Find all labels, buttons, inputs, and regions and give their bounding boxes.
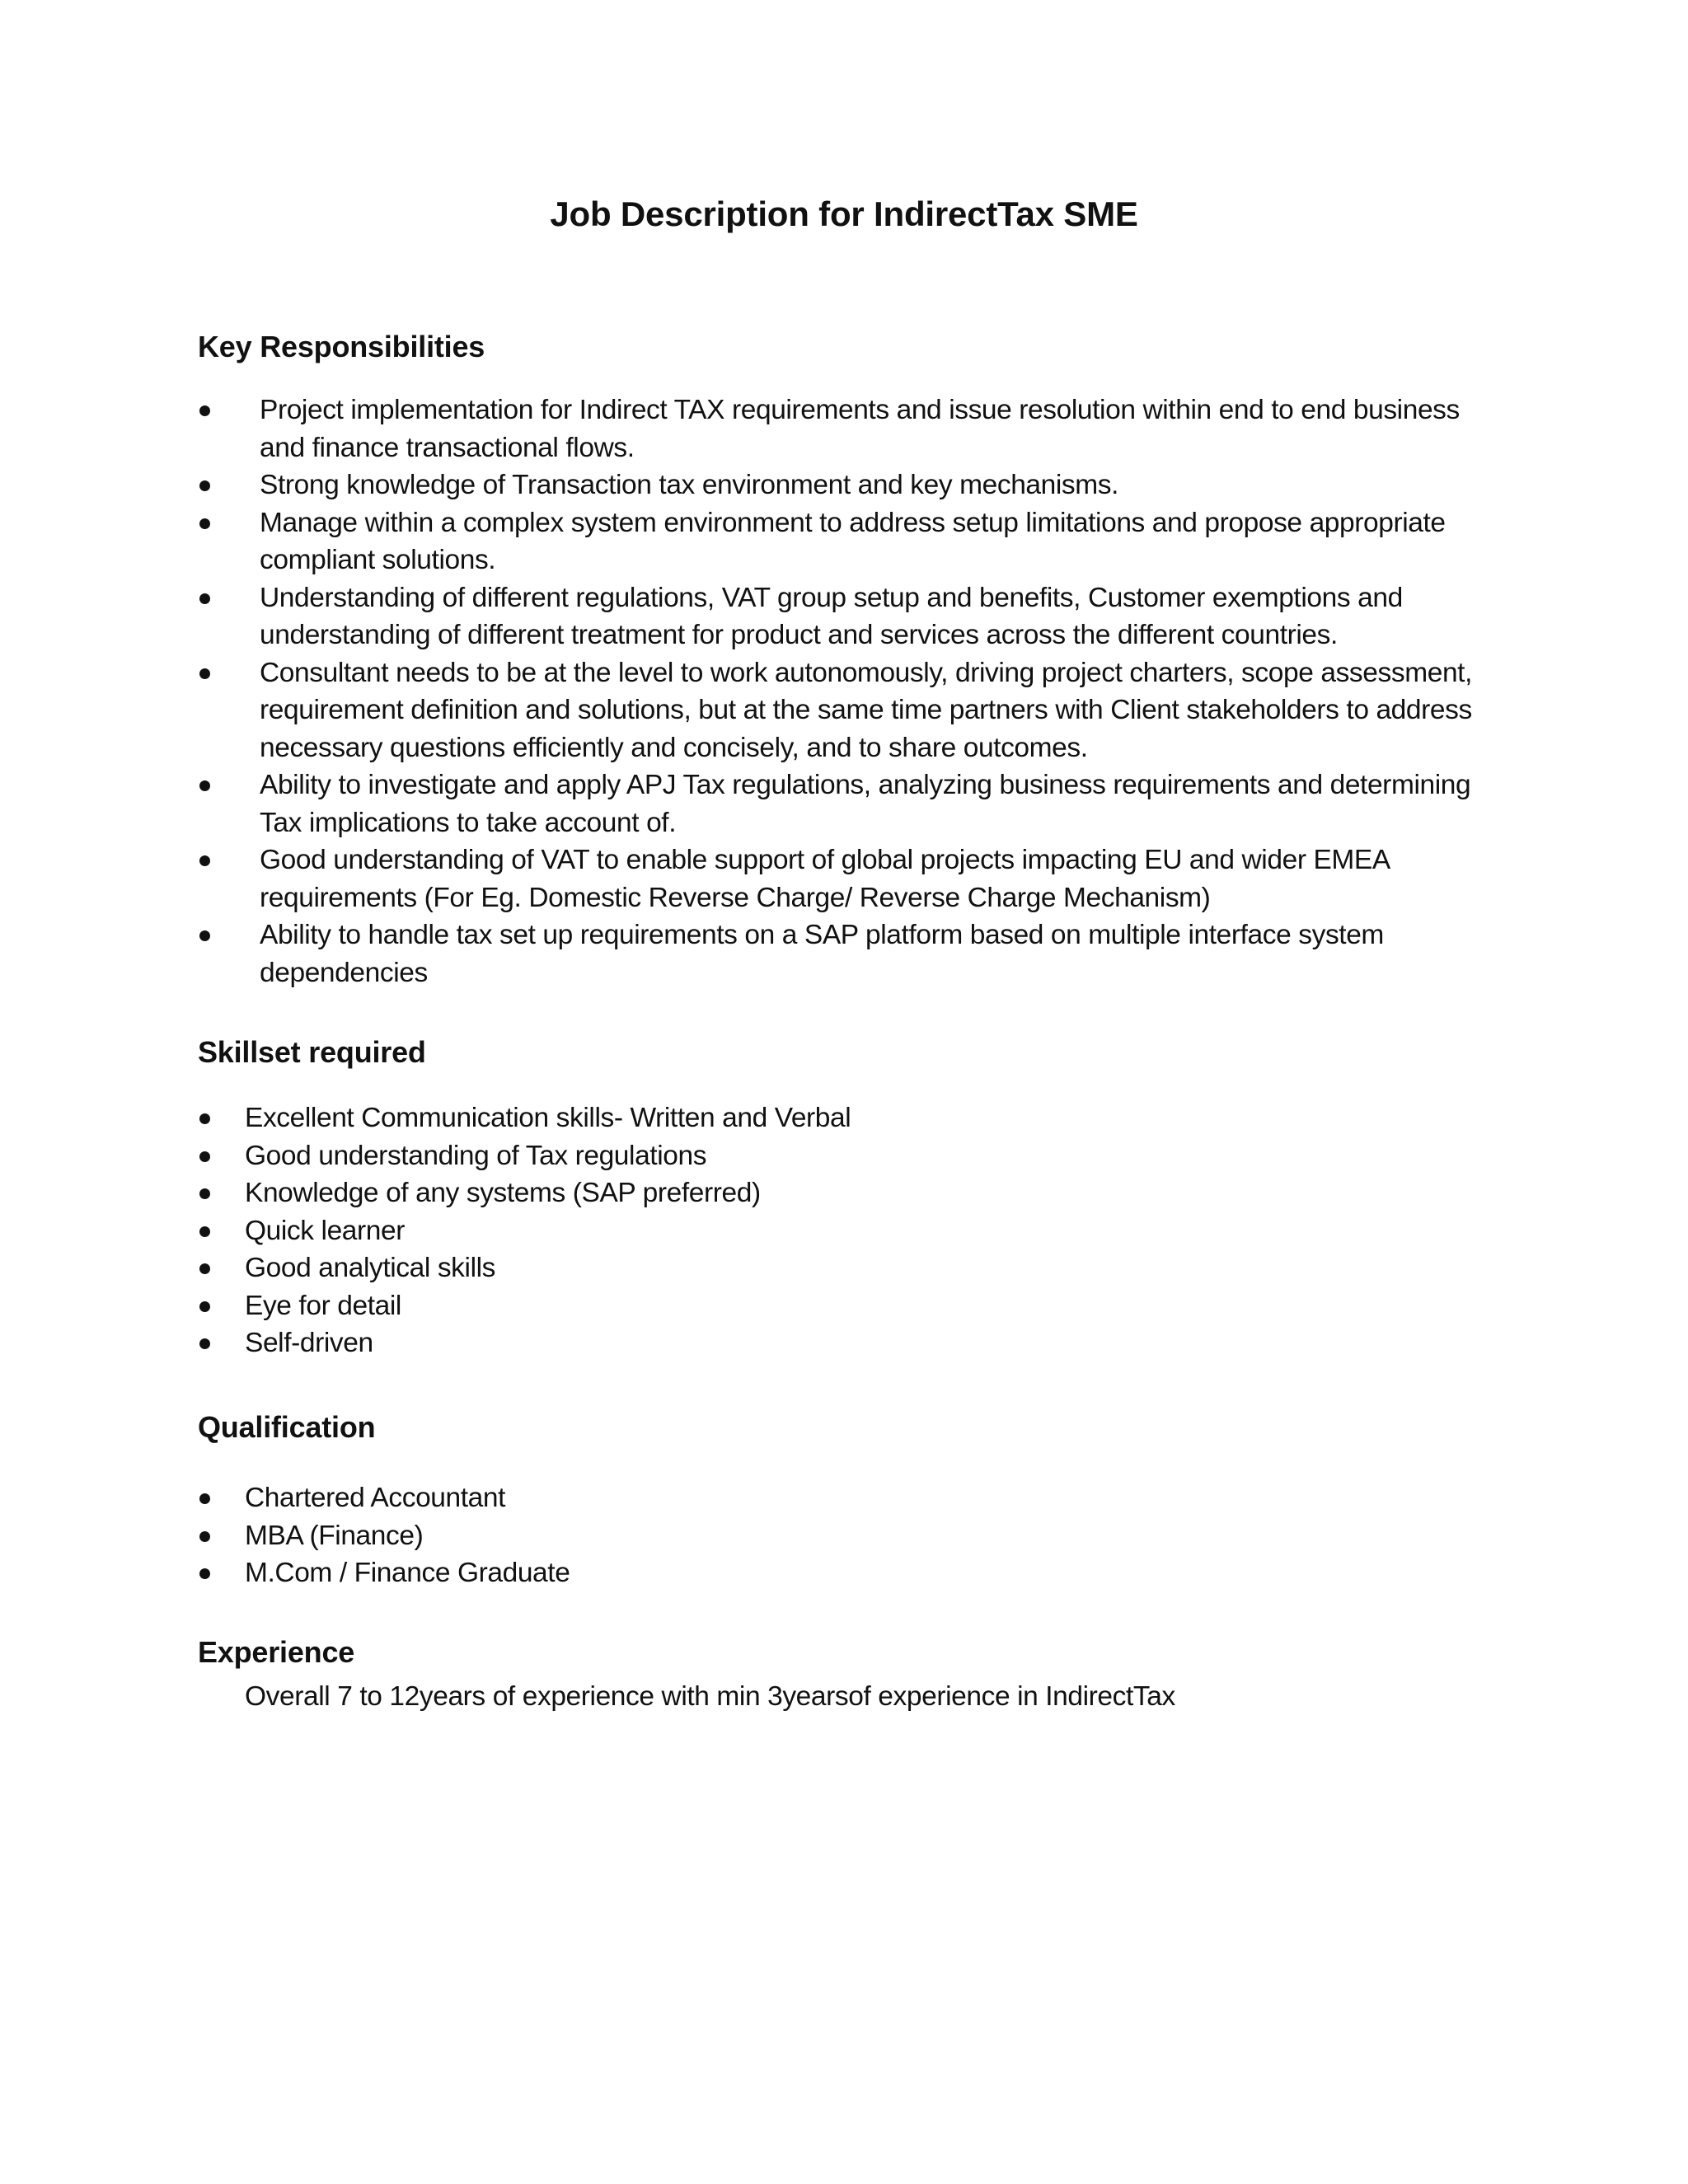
list-item [260,841,1479,916]
key-responsibilities-heading: Key Responsibilities [198,330,485,363]
list-item [260,654,1479,767]
skillset-heading: Skillset required [198,1035,426,1069]
list-item-text: Strong knowledge of Transaction tax environment and key mechanisms. [260,470,1119,500]
document-title: Job Description for IndirectTax SME [550,194,1138,233]
bullet-icon [199,1493,210,1504]
list-item-text: Consultant needs to be at the level to work autonomously, driving project charters, scope assessment, requirement definition and solutions, but at the same time partners with Client stakeholders to address necessary questions efficiently and concisely, and to share outcomes. [260,657,1472,763]
bullet-icon [199,1151,210,1162]
list-item-text: Project implementation for Indirect TAX requirements and issue resolution within end to end business and finance transactional flows. [260,395,1460,463]
list-item-text: M.Com / Finance Graduate [245,1558,570,1588]
list-item-text: Chartered Accountant [245,1483,506,1513]
qualification-list [245,1479,1316,1592]
experience-heading: Experience [198,1635,355,1669]
list-item-text: Manage within a complex system environment to address setup limitations and propose appropriate compliant solutions. [260,507,1446,575]
bullet-icon [199,1226,210,1237]
bullet-icon [199,1188,210,1199]
bullet-icon [199,1113,210,1124]
experience-text: Overall 7 to 12years of experience with min 3yearsof experience in IndirectTax [245,1681,1175,1712]
bullet-icon [199,855,210,866]
list-item-text: Good understanding of Tax regulations [245,1140,707,1171]
list-item-text: Eye for detail [245,1290,401,1321]
key-responsibilities-list [260,391,1479,991]
list-item [260,579,1479,654]
list-item-text: Ability to handle tax set up requirements on a SAP platform based on multiple interface system dependencies [260,920,1384,988]
list-item [245,1174,1316,1212]
qualification-heading: Qualification [198,1410,376,1444]
list-item [245,1479,1316,1517]
list-item-text: Ability to investigate and apply APJ Tax regulations, analyzing business requirements and determining Tax implications to take account of. [260,770,1471,838]
bullet-icon [199,930,210,941]
list-item-text: MBA (Finance) [245,1520,424,1551]
list-item-text: Good analytical skills [245,1253,496,1283]
bullet-icon [199,1568,210,1579]
list-item [260,391,1479,466]
list-item [245,1212,1316,1250]
list-item [260,504,1479,579]
list-item [245,1249,1316,1287]
bullet-icon [199,1263,210,1274]
list-item [260,916,1479,991]
list-item-text: Good understanding of VAT to enable support of global projects impacting EU and wider EMEA requirements (For Eg. Domestic Reverse Charge/ Reverse Charge Mechanism) [260,845,1389,913]
skillset-list [245,1099,1316,1362]
bullet-icon [199,668,210,679]
list-item [260,466,1479,504]
list-item-text: Understanding of different regulations, VAT group setup and benefits, Customer exemptions and understanding of different treatment for product and services across the different countries. [260,582,1403,650]
bullet-icon [199,780,210,791]
list-item [245,1137,1316,1175]
list-item-text: Quick learner [245,1215,406,1246]
list-item-text: Self-driven [245,1328,373,1358]
bullet-icon [199,593,210,604]
list-item-text: Excellent Communication skills- Written and Verbal [245,1103,851,1133]
bullet-icon [199,1531,210,1542]
list-item [245,1099,1316,1137]
bullet-icon [199,480,210,491]
bullet-icon [199,1338,210,1349]
list-item [245,1517,1316,1555]
list-item [245,1554,1316,1592]
bullet-icon [199,518,210,529]
bullet-icon [199,405,210,416]
list-item [245,1324,1316,1362]
bullet-icon [199,1301,210,1312]
list-item [245,1287,1316,1325]
list-item-text: Knowledge of any systems (SAP preferred) [245,1178,761,1208]
list-item [260,766,1479,841]
